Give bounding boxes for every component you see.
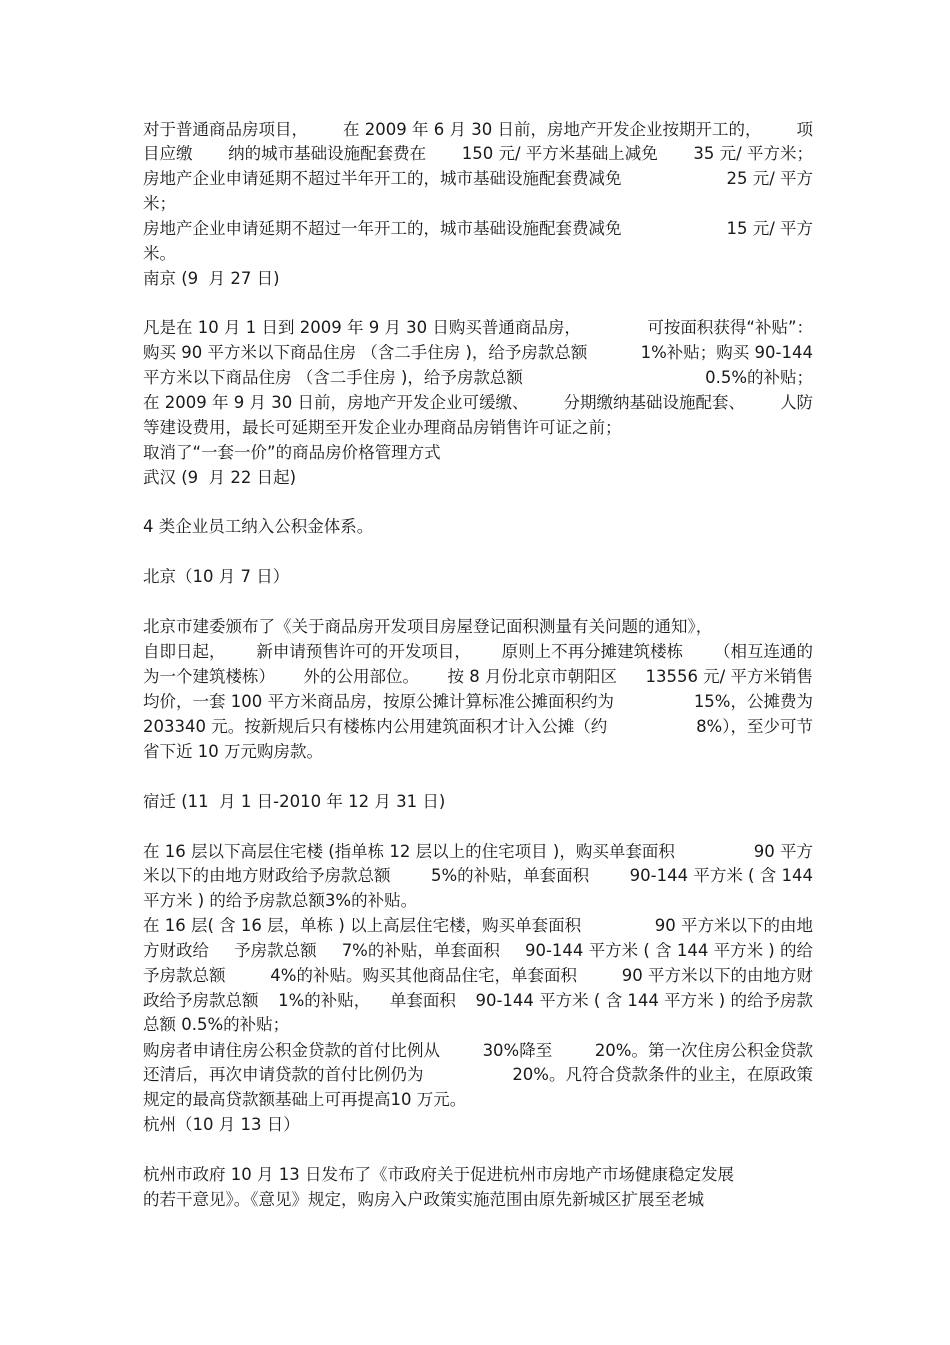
text-line	[143, 142, 813, 166]
text-line	[143, 964, 813, 988]
text-line	[143, 366, 813, 390]
text-line	[143, 341, 813, 365]
text-segment: 总额 0.5%的补贴；	[143, 1015, 290, 1034]
text-segment: 取消了“一套一价”的商品房价格管理方式	[143, 443, 441, 462]
text-segment: 凡是在 10 月 1 日到 2009 年 9 月 30 日购买普通商品房，	[143, 318, 581, 337]
text-segment: 5%的补贴，单套面积	[430, 866, 590, 885]
text-line	[143, 1039, 813, 1063]
text-segment: 单套面积	[389, 991, 456, 1010]
text-segment: 北京市建委颁布了《关于商品房开发项目房屋登记面积测量有关问题的通知》，	[143, 617, 713, 636]
text-line	[143, 615, 813, 639]
text-segment: 4%的补贴。购买其他商品住宅，单套面积	[270, 966, 577, 985]
text-segment: 外的公用部位。	[303, 667, 419, 686]
text-segment: 南京 (9 月 27 日)	[143, 269, 280, 288]
text-segment: 按 8 月份北京市朝阳区	[447, 667, 617, 686]
text-segment: 可按面积获得“补贴”：	[647, 318, 813, 337]
text-segment: 90 平方米以下的由地	[654, 916, 813, 935]
text-segment: 90-144 平方米 ( 含 144 平方米 ) 的给予房款	[475, 991, 813, 1010]
text-segment: 15%，公摊费为	[693, 692, 813, 711]
text-line	[143, 889, 813, 913]
text-segment: 对于普通商品房项目，	[143, 120, 308, 139]
text-segment: 人防	[780, 393, 813, 412]
text-segment: 购房者申请住房公积金贷款的首付比例从	[143, 1041, 440, 1060]
text-segment: 1%补贴；购买 90-144	[640, 343, 813, 362]
text-line	[143, 267, 813, 291]
text-segment: 杭州市政府 10 月 13 日发布了《市政府关于促进杭州市房地产市场健康稳定发展	[143, 1165, 734, 1184]
text-segment: 予房款总额	[234, 941, 317, 960]
text-segment: 25 元/ 平方	[726, 169, 813, 188]
text-line	[143, 416, 813, 440]
text-line	[143, 790, 813, 814]
text-segment: 150 元/ 平方米基础上减免	[461, 144, 658, 163]
text-segment: 米；	[143, 194, 176, 213]
text-segment: 均价，一套 100 平方米商品房，按原公摊计算标准公摊面积约为	[143, 692, 614, 711]
text-line	[143, 914, 813, 938]
text-segment: 方财政给	[143, 941, 209, 960]
text-segment: 房地产企业申请延期不超过半年开工的，城市基础设施配套费减免	[143, 169, 622, 188]
text-segment: 的若干意见》。《意见》规定，购房入户政策实施范围由原先新城区扩展至老城	[143, 1190, 704, 1209]
text-line	[143, 715, 813, 739]
text-segment: 35 元/ 平方米；	[693, 144, 813, 163]
text-segment: 13556 元/ 平方米销售	[645, 667, 813, 686]
text-segment: 为一个建筑楼栋）	[143, 667, 275, 686]
text-segment: 等建设费用，最长可延期至开发企业办理商品房销售许可证之前；	[143, 418, 622, 437]
text-segment: 省下近 10 万元购房款。	[143, 742, 323, 761]
text-segment: 购买 90 平方米以下商品住房 （含二手住房 )，给予房款总额	[143, 343, 588, 362]
text-segment: 新申请预售许可的开发项目，	[256, 642, 471, 661]
text-line	[143, 217, 813, 241]
text-segment: 自即日起，	[143, 642, 226, 661]
text-segment: 武汉 (9 月 22 日起)	[143, 468, 297, 487]
text-line	[143, 515, 813, 539]
text-line	[143, 939, 813, 963]
text-line	[143, 1013, 813, 1037]
text-segment: 在 16 层以下高层住宅楼 (指单栋 12 层以上的住宅项目 )，购买单套面积	[143, 842, 675, 861]
text-line	[143, 864, 813, 888]
text-segment: 房地产企业申请延期不超过一年开工的，城市基础设施配套费减免	[143, 219, 622, 238]
text-line	[143, 391, 813, 415]
text-line	[143, 167, 813, 191]
text-segment: 4 类企业员工纳入公积金体系。	[143, 517, 374, 536]
text-segment: 原则上不再分摊建筑楼栋	[501, 642, 684, 661]
text-segment: 3%的补贴。	[324, 891, 418, 910]
text-segment: 8%），至少可节	[696, 717, 813, 736]
text-segment: 10 万元。	[390, 1090, 467, 1109]
text-segment: 米以下的由地方财政给予房款总额	[143, 866, 391, 885]
text-line	[143, 840, 813, 864]
text-line	[143, 118, 813, 142]
text-segment: 纳的城市基础设施配套费在	[228, 144, 427, 163]
text-segment: 杭州（10 月 13 日）	[143, 1115, 300, 1134]
text-line	[143, 466, 813, 490]
text-segment: 项	[796, 120, 813, 139]
text-line	[143, 565, 813, 589]
text-segment: 规定的最高贷款额基础上可再提高	[143, 1090, 391, 1109]
text-segment: 20%。第一次住房公积金贷款	[594, 1041, 813, 1060]
text-segment: 90-144 平方米 ( 含 144 平方米 ) 的给	[524, 941, 813, 960]
text-line	[143, 1163, 813, 1187]
text-line	[143, 690, 813, 714]
text-segment: 平方米 ) 的给予房款总额	[143, 891, 325, 910]
text-line	[143, 640, 813, 664]
text-line	[143, 1088, 813, 1112]
text-line	[143, 242, 813, 266]
text-segment: （相互连通的	[713, 642, 813, 661]
text-segment: 分期缴纳基础设施配套、	[563, 393, 745, 412]
text-line	[143, 1113, 813, 1137]
text-line	[143, 989, 813, 1013]
text-segment: 15 元/ 平方	[726, 219, 813, 238]
text-segment: 20%。凡符合贷款条件的业主，在原政策	[512, 1065, 813, 1084]
text-line	[143, 665, 813, 689]
text-line	[143, 192, 813, 216]
text-segment: 米。	[143, 244, 176, 263]
text-segment: 90-144 平方米 ( 含 144	[629, 866, 813, 885]
text-segment: 1%的补贴，	[278, 991, 371, 1010]
text-segment: 7%的补贴，单套面积	[341, 941, 500, 960]
text-line	[143, 1063, 813, 1087]
text-segment: 平方米以下商品住房 （含二手住房 )，给予房款总额	[143, 368, 523, 387]
text-line	[143, 316, 813, 340]
text-segment: 90 平方	[753, 842, 813, 861]
text-segment: 203340 元。按新规后只有楼栋内公用建筑面积才计入公摊（约	[143, 717, 608, 736]
text-segment: 北京（10 月 7 日）	[143, 567, 290, 586]
text-segment: 0.5%的补贴；	[705, 368, 813, 387]
text-segment: 30%降至	[482, 1041, 553, 1060]
text-segment: 目应缴	[143, 144, 193, 163]
text-segment: 还清后，再次申请贷款的首付比例仍为	[143, 1065, 424, 1084]
text-segment: 政给予房款总额	[143, 991, 259, 1010]
text-segment: 在 16 层( 含 16 层，单栋 ) 以上高层住宅楼，购买单套面积	[143, 916, 582, 935]
text-segment: 在 2009 年 6 月 30 日前，房地产开发企业按期开工的，	[343, 120, 762, 139]
text-line	[143, 740, 813, 764]
text-line	[143, 1188, 813, 1212]
text-segment: 予房款总额	[143, 966, 226, 985]
text-segment: 90 平方米以下的由地方财	[621, 966, 813, 985]
text-segment: 在 2009 年 9 月 30 日前，房地产开发企业可缓缴、	[143, 393, 529, 412]
text-segment: 宿迁 (11 月 1 日-2010 年 12 月 31 日)	[143, 792, 446, 811]
text-line	[143, 441, 813, 465]
